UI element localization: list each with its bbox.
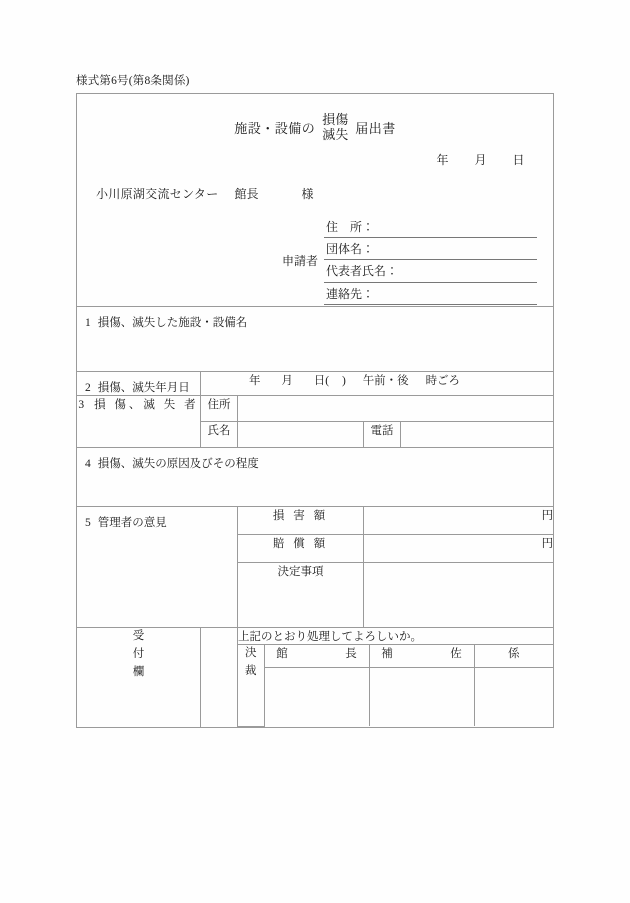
section-4-row xyxy=(77,448,554,507)
applicant-block xyxy=(282,216,537,305)
section-3-label-cell xyxy=(77,396,201,448)
section-3-address-row xyxy=(77,396,554,422)
addressee-line xyxy=(96,185,314,202)
applicant-label: 申請者 xyxy=(282,253,319,268)
header-row xyxy=(77,94,554,307)
incident-year-label: 年 xyxy=(249,375,261,387)
section-3-name-label: 氏名 xyxy=(201,422,238,448)
title-stacked-bottom: 滅失 xyxy=(322,126,349,142)
section-3-address-label: 住所 xyxy=(201,396,238,422)
section-5-damage-row xyxy=(77,507,554,535)
incident-month-label: 月 xyxy=(281,375,293,387)
form-table xyxy=(76,93,554,728)
section-2-text: 損傷、滅失年月日 xyxy=(97,382,190,394)
sanction-char-2: 裁 xyxy=(245,664,257,677)
approver-signature-staff[interactable] xyxy=(474,668,553,727)
receipt-char-2: 付 xyxy=(132,647,145,660)
section-4-label xyxy=(77,448,553,471)
section-3-name-value[interactable] xyxy=(238,422,364,448)
approval-table xyxy=(238,628,553,727)
approval-signature-row xyxy=(238,668,553,727)
compensation-amount-value[interactable] xyxy=(364,535,554,563)
decision-items-label: 決定事項 xyxy=(238,563,364,628)
receipt-char-1: 受 xyxy=(132,630,145,642)
section-2-number: 2 xyxy=(85,382,91,394)
section-2-row xyxy=(77,372,554,396)
approver-header-assistant: 補 佐 xyxy=(369,645,474,668)
section-3-number: 3 xyxy=(78,399,88,411)
section-4-text: 損傷、滅失の原因及びその程度 xyxy=(97,458,259,470)
date-year-label: 年 xyxy=(436,153,450,167)
receipt-column-label xyxy=(77,628,201,728)
addressee-position: 館長 xyxy=(234,187,259,201)
section-5-number: 5 xyxy=(85,517,91,529)
approver-header-director: 館 長 xyxy=(264,645,369,668)
section-2-date-blanks xyxy=(201,372,553,388)
addressee-organization: 小川原湖交流センター xyxy=(96,187,219,201)
section-1-row xyxy=(77,307,554,372)
sanction-column-label xyxy=(238,645,264,727)
section-3-phone-value[interactable] xyxy=(401,422,554,448)
applicant-fields xyxy=(324,216,537,305)
applicant-address-field[interactable]: 住 所： xyxy=(324,216,537,238)
section-2-value-cell[interactable] xyxy=(201,372,554,396)
compensation-amount-unit: 円 xyxy=(541,538,554,550)
incident-time-label: 時ごろ xyxy=(425,375,461,387)
title-suffix: 届出書 xyxy=(355,121,396,137)
title-stacked xyxy=(322,113,348,142)
applicant-representative-field[interactable]: 代表者氏名： xyxy=(324,260,537,282)
date-month-label: 月 xyxy=(474,153,488,167)
sanction-char-1: 決 xyxy=(245,647,257,659)
damage-amount-unit: 円 xyxy=(541,510,554,522)
document-title xyxy=(77,113,553,142)
section-1-cell[interactable] xyxy=(77,307,554,372)
section-1-text: 損傷、滅失した施設・設備名 xyxy=(97,317,248,329)
title-stacked-top: 損傷 xyxy=(322,112,349,127)
form-number: 様式第6号(第8条関係) xyxy=(76,75,190,87)
approval-header-row xyxy=(238,645,553,668)
section-3-address-value[interactable] xyxy=(238,396,554,422)
footer-row xyxy=(77,628,554,728)
addressee-honorific: 様 xyxy=(301,187,314,201)
approval-question: 上記のとおり処理してよろしいか。 xyxy=(238,628,553,645)
damage-amount-label: 損 害 額 xyxy=(238,507,364,535)
approver-signature-director[interactable] xyxy=(264,668,369,727)
incident-day-label: 日( xyxy=(313,375,330,387)
incident-day-close: ) xyxy=(341,375,346,387)
section-4-number: 4 xyxy=(85,458,91,470)
receipt-char-3: 欄 xyxy=(132,665,145,678)
section-5-label xyxy=(77,507,237,530)
section-3-text: 損 傷、滅 失 者 xyxy=(94,399,199,411)
decision-items-value[interactable] xyxy=(364,563,554,628)
receipt-stamp-area[interactable] xyxy=(201,628,238,728)
section-5-opinion-cell[interactable] xyxy=(77,507,238,628)
applicant-contact-field[interactable]: 連絡先： xyxy=(324,283,537,305)
section-1-number: 1 xyxy=(85,317,91,329)
compensation-amount-label: 賠 償 額 xyxy=(238,535,364,563)
section-1-label xyxy=(77,307,553,330)
approval-question-row xyxy=(238,628,553,645)
date-day-label: 日 xyxy=(512,153,526,167)
incident-ampm-label: 午前・後 xyxy=(362,375,409,387)
date-line xyxy=(437,151,526,168)
applicant-organization-field[interactable]: 団体名： xyxy=(324,238,537,260)
header-cell xyxy=(77,94,554,307)
approver-header-staff: 係 xyxy=(474,645,553,668)
section-4-cell[interactable] xyxy=(77,448,554,507)
damage-amount-value[interactable] xyxy=(364,507,554,535)
section-2-label-cell xyxy=(77,372,201,396)
section-5-text: 管理者の意見 xyxy=(97,517,167,529)
approval-block xyxy=(238,628,554,728)
section-3-phone-label: 電話 xyxy=(364,422,401,448)
section-2-label xyxy=(77,372,200,395)
approver-signature-assistant[interactable] xyxy=(369,668,474,727)
title-prefix: 施設・設備の xyxy=(234,121,316,137)
